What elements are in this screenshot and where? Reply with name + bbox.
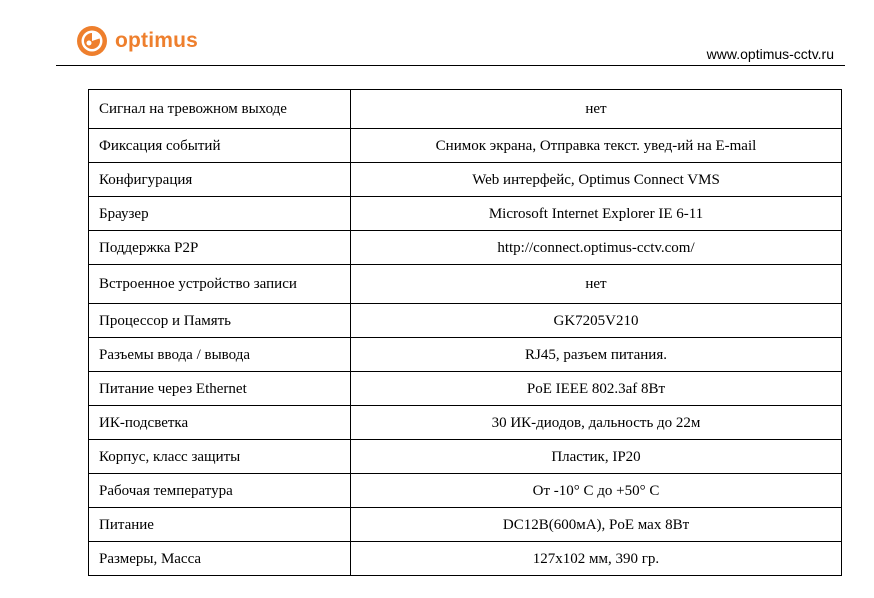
spec-label: Питание через Ethernet — [89, 372, 351, 406]
spec-value: RJ45, разъем питания. — [351, 338, 842, 372]
spec-label: Встроенное устройство записи — [89, 265, 351, 304]
table-row — [89, 90, 842, 129]
table-row — [89, 440, 842, 474]
specs-table — [88, 89, 842, 576]
table-row — [89, 372, 842, 406]
optimus-logo-icon — [76, 25, 108, 57]
brand-name: optimus — [115, 29, 199, 52]
table-row — [89, 163, 842, 197]
table-row — [89, 406, 842, 440]
spec-value: 127x102 мм, 390 гр. — [351, 542, 842, 576]
spec-value: Web интерфейс, Optimus Connect VMS — [351, 163, 842, 197]
table-row — [89, 338, 842, 372]
header-divider — [56, 65, 845, 66]
spec-value: 30 ИК-диодов, дальность до 22м — [351, 406, 842, 440]
spec-label: Фиксация событий — [89, 129, 351, 163]
table-row — [89, 304, 842, 338]
spec-label: Браузер — [89, 197, 351, 231]
spec-value: Пластик, IP20 — [351, 440, 842, 474]
spec-value: От -10° С до +50° С — [351, 474, 842, 508]
table-row — [89, 542, 842, 576]
table-row — [89, 474, 842, 508]
table-row — [89, 508, 842, 542]
spec-label: Размеры, Масса — [89, 542, 351, 576]
spec-label: Конфигурация — [89, 163, 351, 197]
spec-label: Корпус, класс защиты — [89, 440, 351, 474]
table-row — [89, 265, 842, 304]
table-row — [89, 231, 842, 265]
spec-value: PoE IEEE 802.3af 8Вт — [351, 372, 842, 406]
spec-value: Снимок экрана, Отправка текст. увед-ий на E-mail — [351, 129, 842, 163]
spec-value: Microsoft Internet Explorer IE 6-11 — [351, 197, 842, 231]
site-url: www.optimus-cctv.ru — [706, 46, 834, 62]
spec-value: нет — [351, 265, 842, 304]
table-row — [89, 197, 842, 231]
spec-label: Процессор и Память — [89, 304, 351, 338]
brand-logo — [76, 25, 198, 57]
spec-value: нет — [351, 90, 842, 129]
spec-label: Рабочая температура — [89, 474, 351, 508]
spec-value: DC12В(600мА), PoE мах 8Вт — [351, 508, 842, 542]
spec-value: GK7205V210 — [351, 304, 842, 338]
spec-label: ИК-подсветка — [89, 406, 351, 440]
spec-label: Сигнал на тревожном выходе — [89, 90, 351, 129]
table-row — [89, 129, 842, 163]
spec-label: Поддержка P2P — [89, 231, 351, 265]
spec-label: Разъемы ввода / вывода — [89, 338, 351, 372]
spec-label: Питание — [89, 508, 351, 542]
spec-value: http://connect.optimus-cctv.com/ — [351, 231, 842, 265]
